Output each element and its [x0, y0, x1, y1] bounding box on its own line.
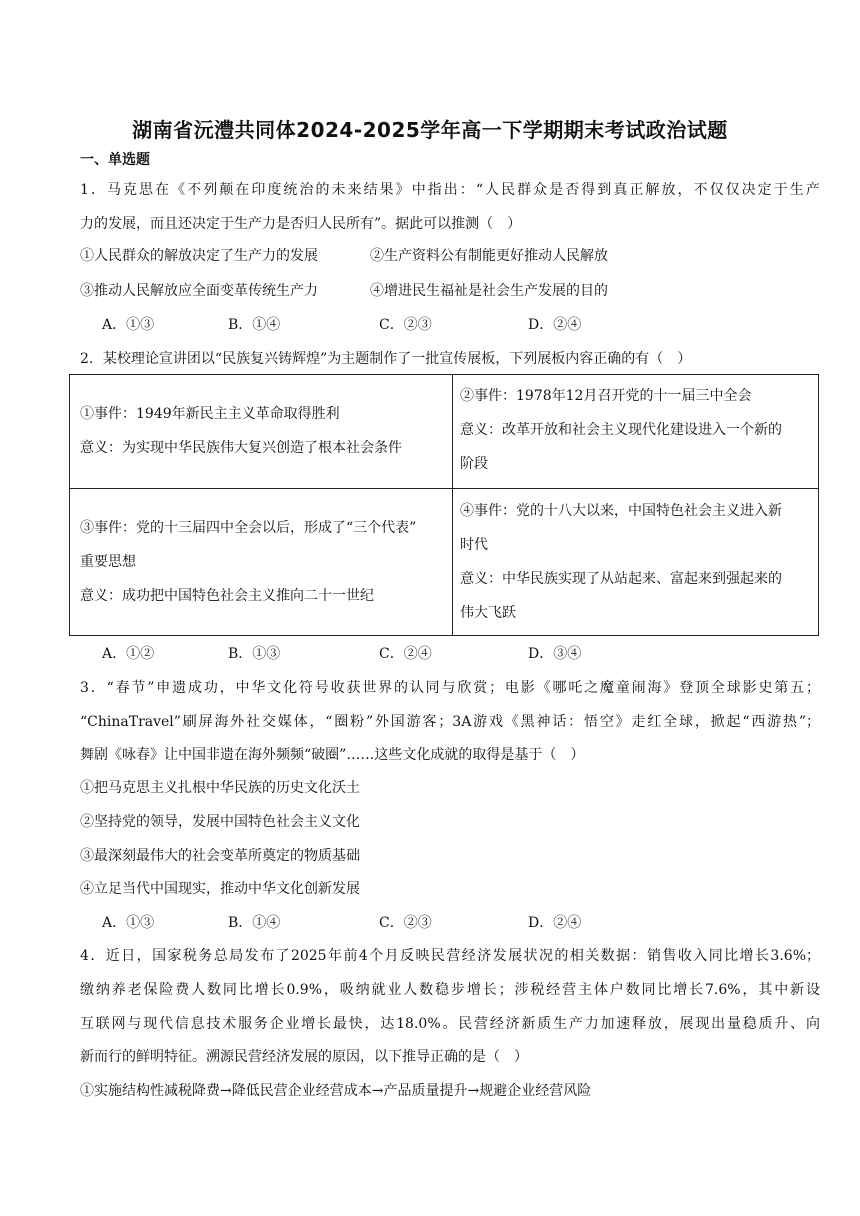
q4-stem-line-4: 新而行的鲜明特征。溯源民营经济发展的原因，以下推导正确的是（ ）: [80, 1049, 528, 1065]
q2-cell-1-event: ①事件：1949年新民主主义革命取得胜利: [80, 406, 340, 422]
q2-cell-3-event-cont: 重要思想: [80, 554, 136, 570]
q1-statement-2: ②生产资料公有制能更好推动人民解放: [370, 248, 608, 264]
q3-option-d[interactable]: D．②④: [528, 915, 582, 931]
q2-cell-3-event: ③事件：党的十三届四中全会以后，形成了“三个代表”: [80, 520, 417, 536]
q2-cell-2-meaning: 意义：改革开放和社会主义现代化建设进入一个新的: [460, 422, 782, 438]
q3-statement-3: ③最深刻最伟大的社会变革所奠定的物质基础: [80, 848, 360, 864]
q2-option-c[interactable]: C．②④: [379, 646, 432, 662]
q3-option-b[interactable]: B．①④: [228, 915, 281, 931]
q2-stem: 2．某校理论宣讲团以“民族复兴铸辉煌”为主题制作了一批宣传展板，下列展板内容正确的有（ ）: [80, 351, 692, 367]
q3-statement-2: ②坚持党的领导，发展中国特色社会主义文化: [80, 814, 360, 830]
q1-statement-1: ①人民群众的解放决定了生产力的发展: [80, 248, 318, 264]
q3-statement-1: ①把马克思主义扎根中华民族的历史文化沃土: [80, 780, 360, 796]
q1-stem-line-1: 1．马克思在《不列颠在印度统治的未来结果》中指出：“人民群众是否得到真正解放，不仅仅决定于生产: [80, 182, 820, 198]
q2-cell-4-event: ④事件：党的十八大以来，中国特色社会主义进入新: [460, 503, 782, 519]
q2-cell-2-meaning-cont: 阶段: [460, 456, 488, 472]
q2-cell-3-text: [80, 511, 416, 613]
page-title: 湖南省沅澧共同体2024-2025学年高一下学期期末考试政治试题: [132, 118, 728, 142]
q2-cell-1-text: [80, 397, 402, 465]
q2-cell-1-meaning: 意义：为实现中华民族伟大复兴创造了根本社会条件: [80, 440, 402, 456]
q1-option-b[interactable]: B．①④: [228, 317, 281, 333]
q1-option-c[interactable]: C．②③: [379, 317, 432, 333]
q2-cell-2-event: ②事件：1978年12月召开党的十一届三中全会: [460, 388, 752, 404]
q1-option-a[interactable]: A．①③: [102, 317, 155, 333]
q3-stem-line-2: “ChinaTravel”刷屏海外社交媒体，“圈粉”外国游客；3A游戏《黑神话：悟空》走红全球，掀起“西游热”；: [80, 714, 820, 730]
q2-cell-2-text: [460, 379, 782, 481]
q3-option-c[interactable]: C．②③: [379, 915, 432, 931]
q1-option-d[interactable]: D．②④: [528, 317, 582, 333]
q4-statement-1: ①实施结构性减税降费→降低民营企业经营成本→产品质量提升→规避企业经营风险: [80, 1083, 592, 1099]
section-heading: 一、单选题: [80, 152, 150, 168]
q1-stem-line-2: 力的发展，而且还决定于生产力是否归人民所有”。据此可以推测（ ）: [80, 216, 522, 232]
q4-stem-line-3: 互联网与现代信息技术服务企业增长最快，达18.0%。民营经济新质生产力加速释放，展现出量稳质升、向: [80, 1016, 820, 1032]
q2-cell-4-text: [460, 494, 782, 630]
q2-option-d[interactable]: D．③④: [528, 646, 582, 662]
q3-stem-line-3: 舞剧《咏春》让中国非遗在海外频频“破圈”……这些文化成就的取得是基于（ ）: [80, 747, 585, 763]
q3-stem-line-1: 3．“春节”申遗成功，中华文化符号收获世界的认同与欣赏；电影《哪吒之魔童闹海》登顶全球影史第五；: [80, 680, 820, 696]
q3-option-a[interactable]: A．①③: [102, 915, 155, 931]
q2-cell-3-meaning: 意义：成功把中国特色社会主义推向二十一世纪: [80, 588, 374, 604]
q2-cell-4-meaning-cont: 伟大飞跃: [460, 605, 516, 621]
q4-stem-line-1: 4．近日，国家税务总局发布了2025年前4个月反映民营经济发展状况的相关数据：销售收入同比增长3.6%；: [80, 948, 820, 964]
q2-cell-4-event-cont: 时代: [460, 537, 488, 553]
q1-statements-row-1: [80, 246, 820, 266]
q2-cell-4-meaning: 意义：中华民族实现了从站起来、富起来到强起来的: [460, 571, 782, 587]
q3-statement-4: ④立足当代中国现实，推动中华文化创新发展: [80, 881, 360, 897]
q2-option-b[interactable]: B．①③: [228, 646, 281, 662]
q2-option-a[interactable]: A．①②: [102, 646, 155, 662]
q1-statement-3: ③推动人民解放应全面变革传统生产力: [80, 283, 318, 299]
q4-stem-line-2: 缴纳养老保险费人数同比增长0.9%，吸纳就业人数稳步增长；涉税经营主体户数同比增长7.6%，其中新设: [80, 982, 820, 998]
q1-statement-4: ④增进民生福祉是社会生产发展的目的: [370, 283, 608, 299]
q1-statements-row-2: [80, 281, 820, 301]
